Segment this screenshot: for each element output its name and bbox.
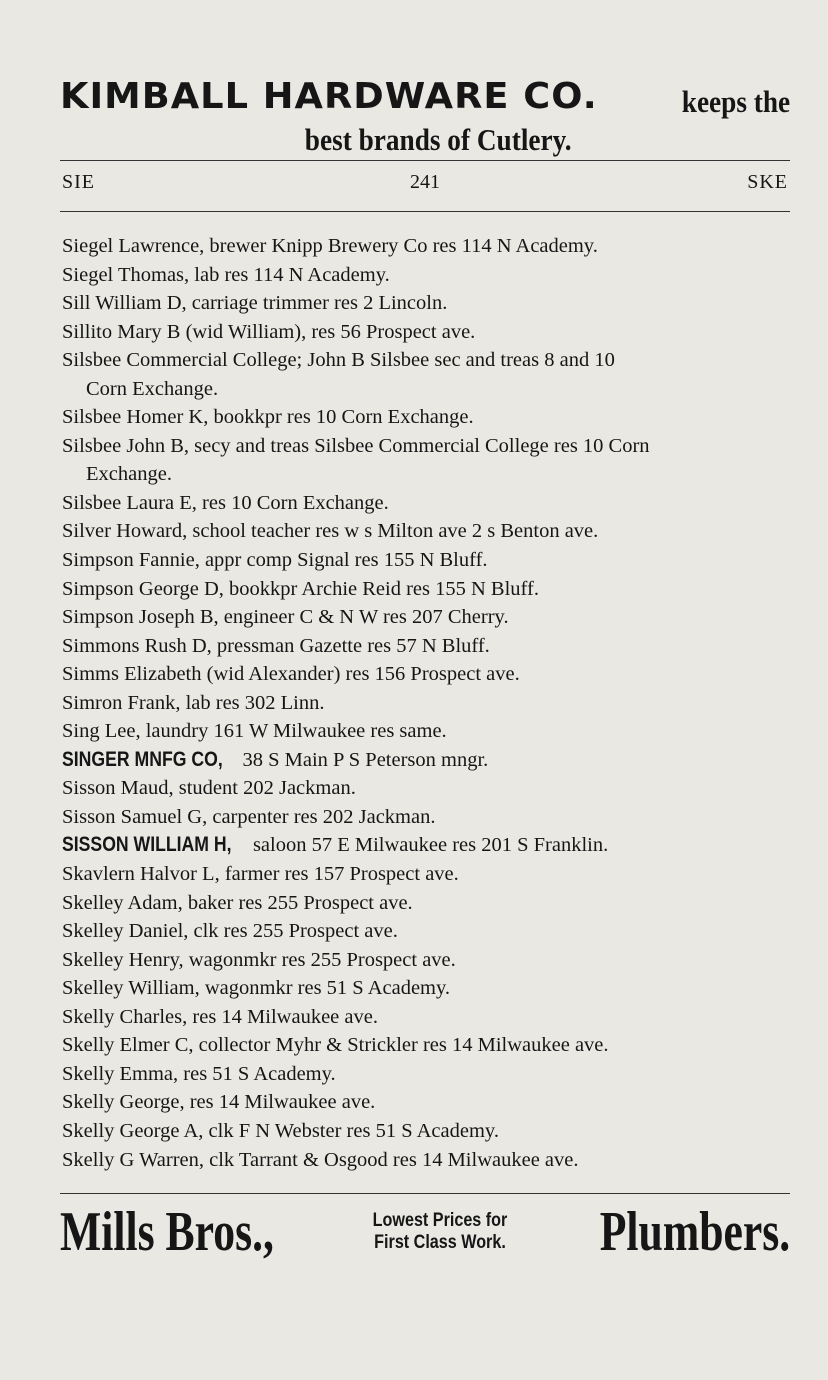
directory-entry [62, 318, 790, 347]
directory-entry [62, 831, 790, 860]
directory-entry [62, 946, 790, 975]
entry-text: Sillito Mary B (wid William), res 56 Prospect ave. [62, 320, 476, 343]
entry-text: Sill William D, carriage trimmer res 2 Lincoln. [62, 292, 448, 315]
directory-entry [62, 546, 790, 575]
entry-text: Skelley William, wagonmkr res 51 S Academy. [62, 977, 451, 1000]
top-advertisement [60, 76, 790, 158]
directory-entry [62, 860, 790, 889]
directory-entry [62, 632, 790, 661]
entry-text: Simms Elizabeth (wid Alexander) res 156 Prospect ave. [62, 663, 520, 686]
directory-entry [62, 746, 790, 775]
directory-entry [62, 575, 790, 604]
directory-entry [62, 917, 790, 946]
entry-bold-name: SINGER MNFG CO, [62, 747, 223, 771]
entry-text: Skelly Emma, res 51 S Academy. [62, 1062, 336, 1085]
directory-entry [62, 889, 790, 918]
directory-entry [62, 803, 790, 832]
directory-entry [62, 1146, 790, 1175]
directory-entry [62, 489, 790, 518]
entry-text: Simpson Joseph B, engineer C & N W res 207 Cherry. [62, 606, 509, 629]
directory-entry [62, 774, 790, 803]
header-range-end: SKE [747, 171, 788, 193]
entry-text: Skelly Charles, res 14 Milwaukee ave. [62, 1005, 378, 1028]
bottom-advertisement [60, 1200, 790, 1270]
directory-entry [62, 974, 790, 1003]
directory-entry [62, 660, 790, 689]
entry-text: Silver Howard, school teacher res w s Milton ave 2 s Benton ave. [62, 520, 599, 543]
bottom-ad-trade: Plumbers. [599, 1201, 790, 1263]
entry-text: Sisson Samuel G, carpenter res 202 Jackman. [62, 805, 436, 828]
bottom-ad-slogan [355, 1210, 525, 1254]
entry-bold-name: SISSON WILLIAM H, [62, 833, 232, 857]
directory-entry [62, 1117, 790, 1146]
bottom-ad-slogan-line1: Lowest Prices for [372, 1210, 508, 1231]
entry-text: Sing Lee, laundry 161 W Milwaukee res same. [62, 720, 447, 743]
header-rule-bottom [60, 211, 790, 212]
top-ad-tagline: best brands of Cutlery. [304, 122, 572, 157]
footer-rule [60, 1193, 790, 1194]
header-rule-top [60, 160, 790, 161]
entry-text: Simpson George D, bookkpr Archie Reid res 155 N Bluff. [62, 577, 539, 600]
bottom-ad-slogan-line2: First Class Work. [374, 1232, 506, 1253]
directory-entry [62, 261, 790, 290]
running-header [62, 171, 788, 199]
entry-text: Skelly G Warren, clk Tarrant & Osgood res 14 Milwaukee ave. [62, 1148, 579, 1171]
entry-text: Skavlern Halvor L, farmer res 157 Prospect ave. [62, 863, 459, 886]
directory-entry [62, 403, 790, 432]
directory-entry [62, 1060, 790, 1089]
entry-text: Sisson Maud, student 202 Jackman. [62, 777, 356, 800]
entry-text: Siegel Lawrence, brewer Knipp Brewery Co res 114 N Academy. [62, 235, 598, 257]
page-number: 241 [410, 171, 440, 193]
entry-text: Simpson Fannie, appr comp Signal res 155 N Bluff. [62, 549, 488, 572]
entry-text: Skelley Daniel, clk res 255 Prospect ave. [62, 920, 398, 943]
entry-text: Silsbee Homer K, bookkpr res 10 Corn Exchange. [62, 406, 474, 429]
directory-entry [62, 289, 790, 318]
directory-entry [62, 432, 790, 489]
entry-text: Skelly Elmer C, collector Myhr & Strickler res 14 Milwaukee ave. [62, 1034, 609, 1057]
entry-continuation: Corn Exchange. [86, 377, 219, 400]
top-ad-tail: keeps the [681, 84, 790, 119]
entry-text: Skelly George A, clk F N Webster res 51 S Academy. [62, 1119, 499, 1142]
directory-entry [62, 1031, 790, 1060]
bottom-ad-company: Mills Bros., [60, 1201, 274, 1263]
entry-text: Silsbee John B, secy and treas Silsbee Commercial College res 10 Corn [62, 434, 650, 457]
directory-entry [62, 346, 790, 403]
entry-text: Silsbee Commercial College; John B Silsbee sec and treas 8 and 10 [62, 349, 615, 372]
entry-text: Skelley Henry, wagonmkr res 255 Prospect ave. [62, 948, 456, 971]
entry-text: Siegel Thomas, lab res 114 N Academy. [62, 263, 390, 286]
top-ad-brand: KIMBALL HARDWARE CO. [60, 76, 598, 117]
entry-text: Simmons Rush D, pressman Gazette res 57 N Bluff. [62, 634, 490, 657]
entry-text: Skelley Adam, baker res 255 Prospect ave. [62, 891, 413, 914]
directory-entry [62, 517, 790, 546]
entry-continuation: Exchange. [86, 463, 172, 486]
directory-entry [62, 1003, 790, 1032]
directory-entries [62, 232, 790, 1174]
directory-entry [62, 232, 790, 261]
header-range-start: SIE [62, 171, 95, 193]
directory-entry [62, 717, 790, 746]
directory-entry [62, 1088, 790, 1117]
entry-text: Skelly George, res 14 Milwaukee ave. [62, 1091, 376, 1114]
entry-text: 38 S Main P S Peterson mngr. [237, 748, 489, 771]
entry-text: Simron Frank, lab res 302 Linn. [62, 691, 325, 714]
directory-entry [62, 689, 790, 718]
directory-entry [62, 603, 790, 632]
entry-text: saloon 57 E Milwaukee res 201 S Franklin. [247, 834, 609, 857]
entry-text: Silsbee Laura E, res 10 Corn Exchange. [62, 491, 389, 514]
